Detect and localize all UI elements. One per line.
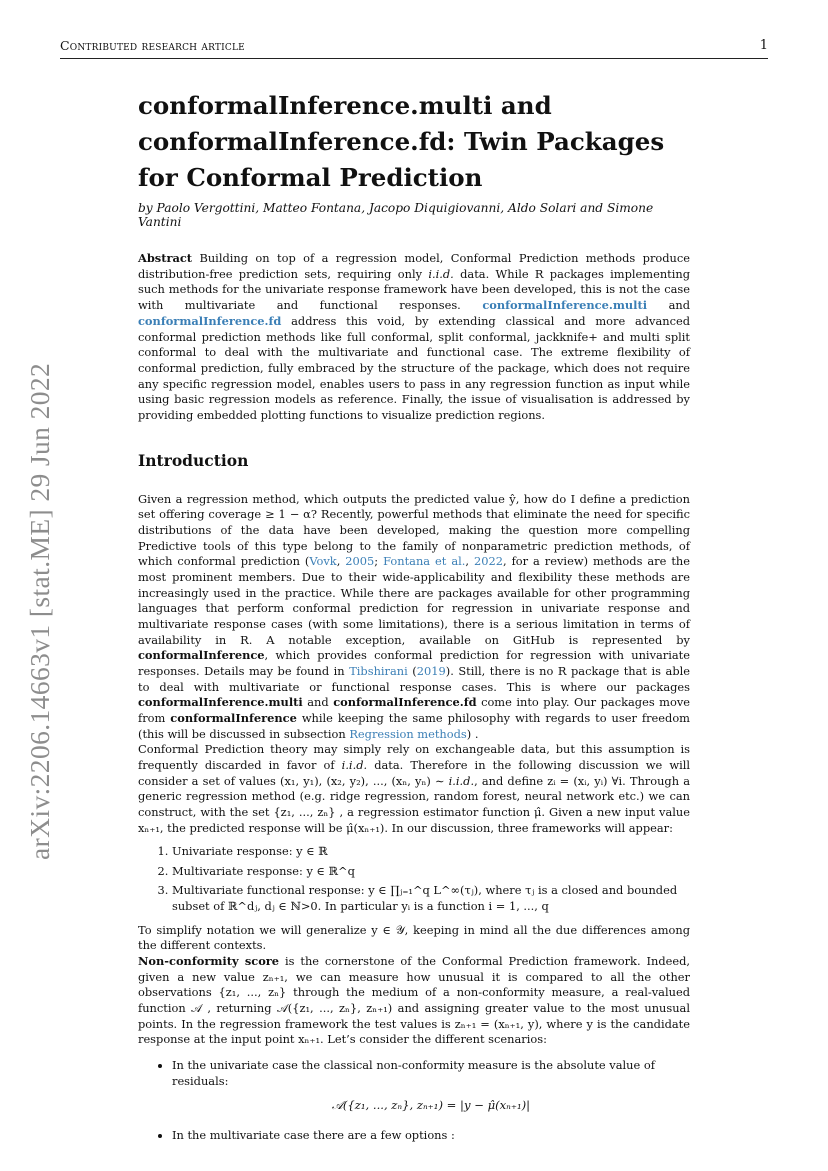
abstract-text-1: Building on top of a regression model, Conformal Prediction methods produce distribution-free prediction sets, requiring only [138,251,690,281]
citation-fontana-year[interactable]: 2022 [473,554,503,569]
abstract-and: and [668,298,690,313]
intro-text: Conformal Prediction theory may simply rely on exchangeable data, but this assumption is frequently discarded in favor of [138,742,690,772]
header-journal-section: Contributed research article [60,38,245,53]
abstract-text-3: address this void, by extending classical and more advanced conformal prediction methods like full conformal, split conformal, jackknife+ and multi split conformal to deal with the multivariate and functional case. The extreme flexibility of conformal prediction, fully embraced by the structure of the package, which does not require any specific regression model, enables users to pass in any regression function as input while using basic regression models as reference. Finally, the issue of visualisation is addressed by providing embedded plotting functions to visualize prediction regions. [138,313,690,423]
intro-text: is the cornerstone of the Conformal Prediction framework. Indeed, given a new value zₙ₊₁, we can measure how unusual it is compared to all the other observations {z₁, ..., zₙ} through the medium of a non-conformity measure, a real-valued function 𝒜 , returning 𝒜({z₁, ..., zₙ}, zₙ₊₁) and assigning greater value to the most unusual points. In the regression framework the test values is zₙ₊₁ = (xₙ₊₁, y), where y is the candidate response at the input point xₙ₊₁. Let’s consider the different scenarios: [138,954,690,1047]
package-multi: conformalInference.multi [138,695,303,710]
intro-text: while keeping the same philosophy with regards to user freedom (this will be discussed in subsection [138,710,690,741]
abstract-iid: i.i.d. [428,266,454,281]
page-number: 1 [759,38,768,53]
intro-text: , which provides conformal prediction for regression with univariate responses. Details may be found in [138,648,690,678]
abstract-label: Abstract [138,251,193,265]
citation-tibshirani-year[interactable]: 2019 [416,663,446,678]
citation-fontana[interactable]: Fontana et al. [383,554,466,569]
list-item: 1. Univariate response: y ∈ ℝ [172,844,690,860]
list-item: 3. Multivariate functional response: y ∈ ∏ⱼ₌₁^q L^∞(τⱼ), where τⱼ is a closed and bounded subset of ℝ^dⱼ, dⱼ ∈ ℕ>0. In particular yᵢ is a function i = 1, ..., q [172,883,690,914]
citation-vovk[interactable]: Vovk [309,554,337,569]
term-nonconformity-score: Non-conformity score [138,954,280,969]
article-body [138,88,690,1150]
intro-iid-2: i.i.d. [448,773,475,788]
running-header [60,38,768,58]
citation-tibshirani[interactable]: Tibshirani [349,663,408,678]
framework-list [138,844,690,915]
intro-paragraph-4 [138,954,690,1048]
list-item [172,1058,690,1114]
intro-and: and [307,695,329,710]
intro-paragraph-2 [138,742,690,836]
package-conformalinference-2: conformalInference [170,710,297,725]
scenario-univariate: In the univariate case the classical non-conformity measure is the absolute value of residuals: [172,1058,655,1088]
intro-paragraph-1: Given a regression method, which outputs the predicted value ŷ, how do I define a prediction set offering coverage ≥ 1 − α? Recently, powerful methods that eliminate the need for specific distributions of the data have been developed, making the question more compelling Predictive tools of this type belong to the family of nonparametric prediction methods, of which conformal prediction (Vovk, 2005; Fontana et al., 2022, for a review) methods are the most prominent members. Due to their wide-applicability and flexibility these methods are increasingly used in the practice. While there are packages available for other programming languages that perform conformal prediction for regression in univariate response and multivariate response cases (with some limitations), there is a serious limitation in terms of availability in R. A notable exception, available on GitHub is represented by conformalInference, which provides conformal prediction for regression with univariate responses. Details may be found in Tibshirani (2019). Still, there is no R package that is able to deal with multivariate or functional response cases. This is where our packages conformalInference.multi and conformalInference.fd come into play. Our packages move from conformalInference while keeping the same philosophy with regards to user freedom (this will be discussed in subsection Regression methods) . [138,491,691,741]
equation-univariate: 𝒜({z₁, ..., zₙ}, zₙ₊₁) = |y − μ̂(xₙ₊₁)| [331,1098,531,1113]
scenario-list [138,1058,690,1144]
package-fd: conformalInference.fd [333,695,477,710]
intro-text: data. Therefore in the following discussion we will consider a set of values (x₁, y₁), (x₂, y₂), ..., (xₙ, yₙ) ∼ [138,757,690,788]
intro-text: , for a review) methods are the most prominent members. Due to their wide-applicability and flexibility these methods are increasingly used in the practice. While there are packages available for other programming languages that perform conformal prediction for regression in univariate response and multivariate response cases (with some limitations), there is a serious limitation in terms of availability in R. A notable exception, available on GitHub is represented by [138,554,690,647]
header-rule [60,58,768,59]
intro-text: . Still, there is no R package that is able to deal with multivariate or functional response cases. This is where our packages [138,663,691,694]
section-heading-introduction: Introduction [138,450,249,470]
package-conformalinference: conformalInference [138,648,265,663]
intro-text: Given a regression method, which outputs the predicted value ŷ, how do I define a prediction set offering coverage ≥ 1 − α? Recently, powerful methods that eliminate the need for specific distributions of the data have been developed, making the question more compelling Predictive tools of this type belong to the family of nonparametric prediction methods, of which conformal prediction ( [138,491,690,569]
list-item: 2. Multivariate response: y ∈ ℝ^q [172,864,690,880]
abstract-text-2: data. While R packages implementing such methods for the univariate response framework have been developed, this is not the case with multivariate and functional responses. [138,266,691,313]
citation-vovk-year[interactable]: 2005 [345,554,375,569]
intro-text: ) . [466,726,479,741]
list-item: • In the multivariate case there are a few options : [172,1128,690,1144]
subsection-link-regression-methods[interactable]: Regression methods [349,726,467,741]
arxiv-stamp: arXiv:2206.14663v1 [stat.ME] 29 Jun 2022 [24,362,55,860]
abstract-package-multi-link[interactable]: conformalInference.multi [482,298,648,313]
author-list: by Paolo Vergottini, Matteo Fontana, Jacopo Diquigiovanni, Aldo Solari and Simone Vantini [138,201,654,229]
paper-title: conformalInference.multi and conformalInference.fd: Twin Packages for Conformal Prediction [138,91,665,192]
intro-paragraph-3: To simplify notation we will generalize y ∈ 𝒴, keeping in mind all the due differences among the different contexts. [138,922,690,953]
intro-text: , and define zᵢ = (xᵢ, yᵢ) ∀i. Through a generic regression method (e.g. ridge regression, random forest, neural network etc.) we can construct, with the set {z₁, ..., zₙ} , a regression estimator function μ̂. Given a new input value xₙ₊₁, the predicted response will be μ̂(xₙ₊₁). In our discussion, three frameworks will appear: [138,773,690,835]
intro-text: come into play. Our packages move from [138,695,690,725]
abstract [138,251,690,424]
abstract-package-fd-link[interactable]: conformalInference.fd [138,313,282,328]
intro-iid: i.i.d. [341,757,368,772]
